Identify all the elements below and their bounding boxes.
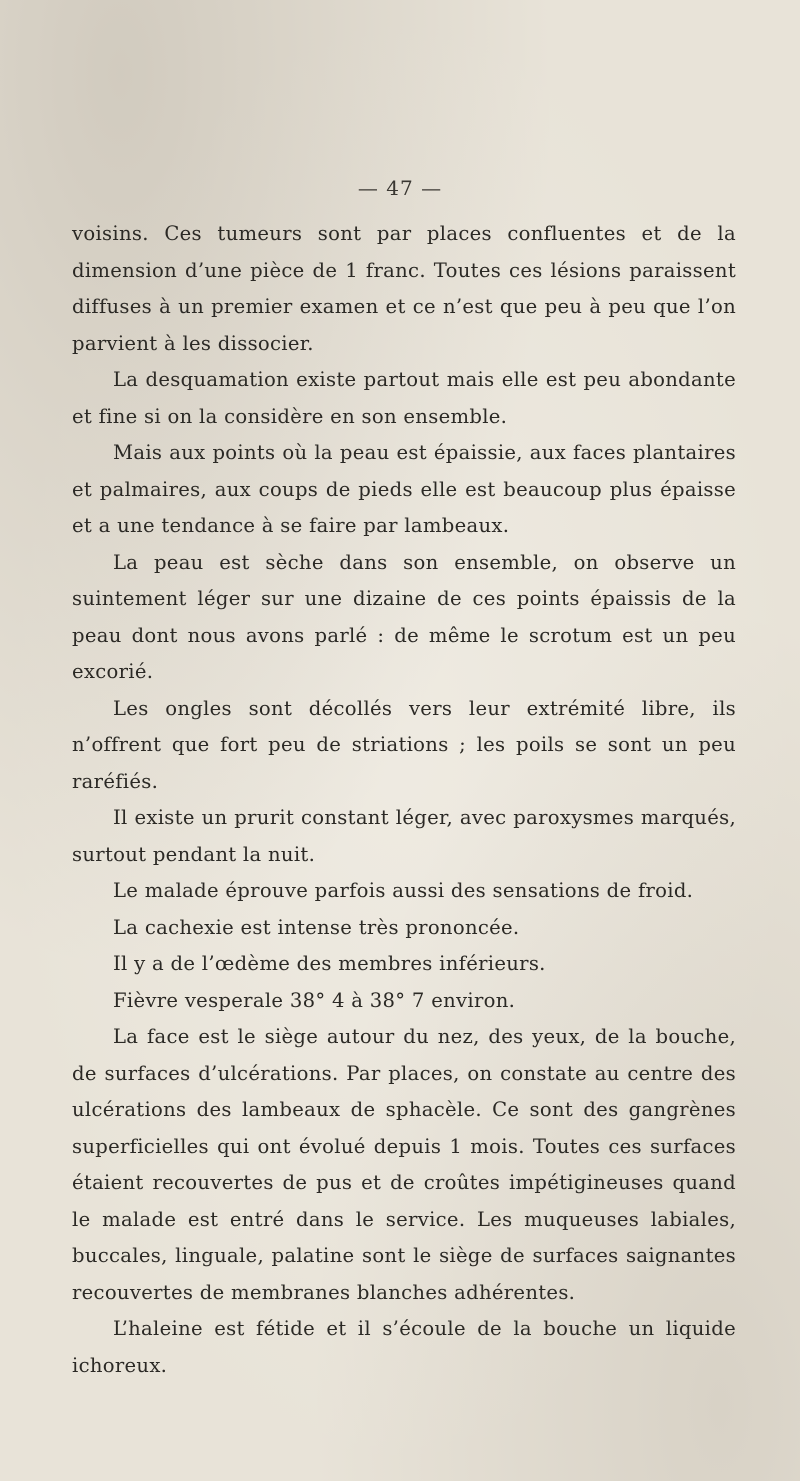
paragraph-desquamation: La desquamation existe partout mais elle est peu abondante et fine si on la considère en son ensemble. [72,368,736,428]
paragraph-fievre: Fièvre vesperale 38° 4 à 38° 7 environ. [113,988,516,1012]
paragraph-face: La face est le siège autour du nez, des yeux, de la bouche, de surfaces d’ulcérations. Par places, on constate au centre des ulcérations des lambeaux de sphacèle. Ce sont des gangrènes superficielles qui ont évolué depuis 1 mois. Toutes ces surfaces étaient recouvertes de pus et de croûtes impétigineuses quand le malade est entré dans le service. Les muqueuses labiales, buccales, linguale, palatine sont le siège de surfaces saignantes recouvertes de membranes blanches adhérentes. [72,1025,736,1304]
paragraph-prurit: Il existe un prurit constant léger, avec paroxysmes marqués, surtout pendant la nuit. [72,806,736,866]
paragraph-haleine: L’haleine est fétide et il s’écoule de la bouche un liquide ichoreux. [72,1317,736,1377]
paragraph-oedeme: Il y a de l’œdème des membres inférieurs. [113,952,546,975]
paragraph-cachexie: La cachexie est intense très prononcée. [113,915,520,939]
paragraph-froid: Le malade éprouve parfois aussi des sensations de froid. [113,879,694,902]
paragraph-voisins: voisins. Ces tumeurs sont par places confluentes et de la dimension d’une pièce de 1 franc. Toutes ces lésions paraissent diffuses à un premier examen et ce n’est que peu à peu que l’on parvient à les dissocier. [72,222,736,355]
paragraph-ongles: Les ongles sont décollés vers leur extrémité libre, ils n’offrent que fort peu de striations ; les poils se sont un peu raréfiés. [72,696,736,793]
paragraph-points-epaissis: Mais aux points où la peau est épaissie, aux faces plantaires et palmaires, aux coups de pieds elle est beaucoup plus épaisse et a une tendance à se faire par lambeaux. [72,441,736,537]
body-text [72,216,736,1384]
paragraph-peau-seche: La peau est sèche dans son ensemble, on observe un suintement léger sur une dizaine de ces points épaissis de la peau dont nous avons parlé : de même le scrotum est un peu excorié. [72,550,736,683]
page-number: — 47 — [357,176,443,200]
